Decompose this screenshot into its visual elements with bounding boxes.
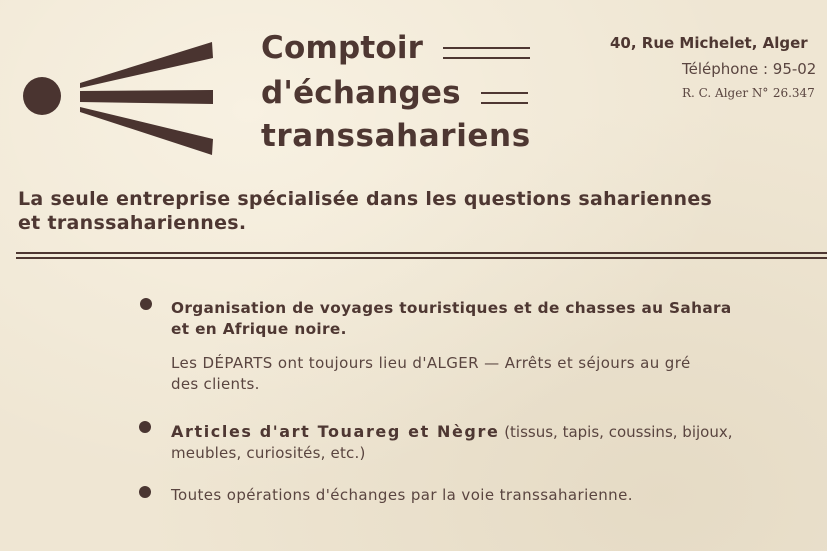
tagline-line2: et transsahariennes. <box>18 212 247 234</box>
company-name-line2: d'échanges <box>261 75 461 111</box>
divider-rule <box>16 252 827 254</box>
company-name-line1: Comptoir <box>261 30 424 66</box>
logo-rays-icon <box>20 36 225 158</box>
bullet-icon <box>139 421 151 433</box>
service2-title: Articles d'art Touareg et Nègre <box>171 422 500 441</box>
registration-number: 26.347 <box>772 86 815 100</box>
registration <box>682 86 815 100</box>
service3-text: Toutes opérations d'échanges par la voie transsaharienne. <box>171 486 633 504</box>
title-ornament-line <box>443 47 530 59</box>
telephone: Téléphone : 95-02 <box>682 60 817 78</box>
company-name-line3: transsahariens <box>261 118 531 154</box>
bullet-icon <box>139 486 151 498</box>
service2-detail-line2: meubles, curiosités, etc.) <box>171 444 366 462</box>
tagline <box>18 187 827 235</box>
service1-detail-line2: des clients. <box>171 375 260 393</box>
title-ornament-line <box>481 92 528 104</box>
service2-line1 <box>171 422 732 441</box>
service1-title-line1: Organisation de voyages touristiques et de chasses au Sahara <box>171 299 732 317</box>
tagline-line1: La seule entreprise spécialisée dans les questions sahariennes <box>18 188 713 210</box>
service1-detail-line1: Les DÉPARTS ont toujours lieu d'ALGER — Arrêts et séjours au gré <box>171 354 691 372</box>
service2-detail-line1: (tissus, tapis, coussins, bijoux, <box>504 423 733 441</box>
divider-rule <box>16 257 827 259</box>
service1-title-line2: et en Afrique noire. <box>171 320 347 338</box>
address: 40, Rue Michelet, Alger <box>610 34 808 52</box>
bullet-icon <box>140 298 152 310</box>
registration-label: R. C. Alger N° <box>682 86 769 100</box>
